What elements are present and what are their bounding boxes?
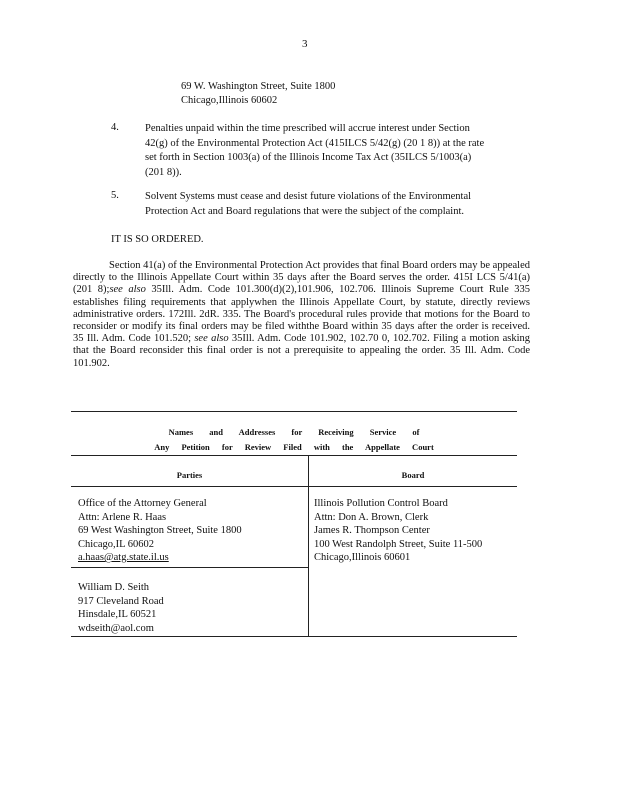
party-line: 69 West Washington Street, Suite 1800 xyxy=(78,525,242,536)
see-also: see also xyxy=(194,333,229,345)
item-4-line: set forth in Section 1003(a) of the Illinois Income Tax Act (35ILCS 5/1003(a) xyxy=(145,152,472,163)
party-line: William D. Seith xyxy=(78,582,150,593)
party-email[interactable]: a.haas@atg.state.il.us xyxy=(78,552,169,563)
address-line-2: Chicago,Illinois 60602 xyxy=(181,95,278,106)
table-column-divider xyxy=(308,455,309,637)
party-line: 917 Cleveland Road xyxy=(78,595,164,607)
paragraph-text: Section 41(a) of the Environmental Protection Act provides that final Board orders may be appealed directly to the Illinois Appellate Court within 35 days after the Board serves the order. 415I LCS 5/41(a) (201 8); xyxy=(73,260,530,296)
board-line: James R. Thompson Center xyxy=(314,525,430,536)
so-ordered: IT IS SO ORDERED. xyxy=(111,234,204,245)
address-line-1: 69 W. Washington Street, Suite 1800 xyxy=(181,81,336,92)
party-line: Chicago,IL 60602 xyxy=(78,538,155,550)
table-rule xyxy=(71,486,517,487)
col-header-board: Board xyxy=(401,470,425,480)
board-address xyxy=(314,497,482,565)
item-4-text xyxy=(145,122,530,180)
board-line: Illinois Pollution Control Board xyxy=(314,498,448,509)
appeal-paragraph xyxy=(73,260,530,370)
item-4-line: Penalties unpaid within the time prescribed will accrue interest under Section xyxy=(145,123,470,134)
table-title-line-1: Names and Addresses for Receiving Service of xyxy=(168,427,420,437)
table-bottom-rule xyxy=(71,636,517,637)
party-1-address xyxy=(78,497,242,565)
item-4-line: 42(g) of the Environmental Protection Act (415ILCS 5/42(g) (20 1 8)) at the rate xyxy=(145,137,485,149)
item-number-5: 5. xyxy=(111,190,119,201)
item-5-text xyxy=(145,190,530,219)
item-5-line: Solvent Systems must cease and desist future violations of the Environmental xyxy=(145,191,472,202)
see-also: see also xyxy=(109,284,146,296)
party-line: Office of the Attorney General xyxy=(78,498,207,509)
party-2-address xyxy=(78,581,164,635)
page-number: 3 xyxy=(302,38,308,50)
board-line: Chicago,Illinois 60601 xyxy=(314,552,411,563)
col-header-parties: Parties xyxy=(176,470,203,480)
item-5-line: Protection Act and Board regulations that were the subject of the complaint. xyxy=(145,205,464,217)
item-number-4: 4. xyxy=(111,122,119,133)
paragraph-text: 35Ill. Adm. Code 101.902, 102.70 0, 102.702. Filing a motion asking that the Board reconsider this final order is not a prerequisite to appealing the order. 35 Ill. Adm. Code 101.902. xyxy=(73,333,530,369)
table-top-rule xyxy=(71,411,517,412)
table-cell-rule xyxy=(71,567,308,568)
party-email[interactable]: wdseith@aol.com xyxy=(78,622,154,634)
party-line: Hinsdale,IL 60521 xyxy=(78,609,157,620)
board-line: 100 West Randolph Street, Suite 11-500 xyxy=(314,538,483,550)
board-line: Attn: Don A. Brown, Clerk xyxy=(314,511,429,523)
table-title-line-2: Any Petition for Review Filed with the Appellate Court xyxy=(154,442,434,452)
party-line: Attn: Arlene R. Haas xyxy=(78,511,167,523)
item-4-line: (201 8)). xyxy=(145,166,182,178)
table-rule xyxy=(71,455,517,456)
paragraph-text: 35Ill. Adm. Code 101.300(d)(2),101.906, 102.706. Illinois Supreme Court Rule 335 establishes filing requirements that applywhen the Illinois Appellate Court, by statute, directly reviews administrative orders. 172Ill. 2dR. 335. The Board's procedural rules provide that motions for the Board to reconsider or modify its final orders may be filed withthe Board within 35 days after the order is received. 35 Ill. Adm. Code 101.520; xyxy=(73,284,530,345)
